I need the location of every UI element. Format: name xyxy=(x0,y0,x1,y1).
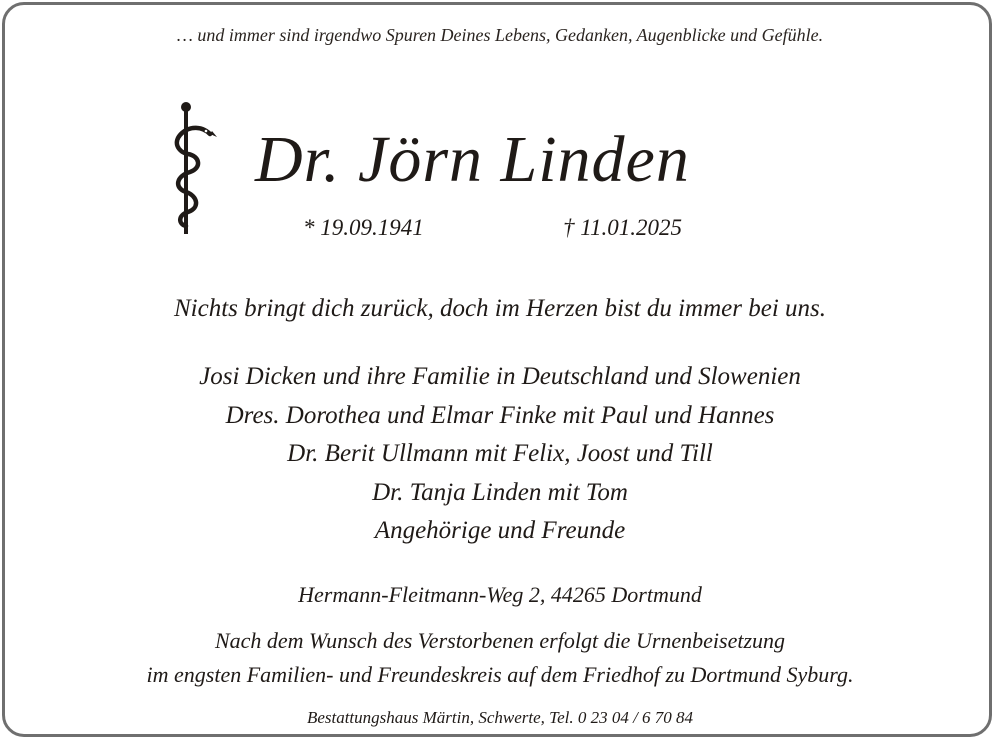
notice-line: Nach dem Wunsch des Verstorbenen erfolgt die Urnenbeisetzung xyxy=(214,628,786,653)
death-date: † 11.01.2025 xyxy=(563,215,683,240)
mourner-line: Angehörige und Freunde xyxy=(374,517,626,544)
memorial-quote: Nichts bringt dich zurück, doch im Herzen bist du immer bei uns. xyxy=(173,295,827,322)
motto: … und immer sind irgendwo Spuren Deines Lebens, Gedanken, Augenblicke und Gefühle. xyxy=(176,25,824,45)
birth-date: * 19.09.1941 xyxy=(303,215,424,240)
mourner-line: Dr. Berit Ullmann mit Felix, Joost und Till xyxy=(287,440,713,467)
mourner-line: Dr. Tanja Linden mit Tom xyxy=(372,478,628,506)
mourner-line: Josi Dicken und ihre Familie in Deutschland und Slowenien xyxy=(199,363,801,390)
notice-line: im engsten Familien- und Freundeskreis auf dem Friedhof zu Dortmund Syburg. xyxy=(146,662,854,687)
family-address: Hermann-Fleitmann-Weg 2, 44265 Dortmund xyxy=(298,582,702,607)
mourner-line: Dres. Dorothea und Elmar Finke mit Paul und Hannes xyxy=(225,401,775,429)
deceased-name: Dr. Jörn Linden xyxy=(255,123,690,196)
rod-of-asclepius-icon xyxy=(170,100,222,238)
undertaker-info: Bestattungshaus Märtin, Schwerte, Tel. 0 23 04 / 6 70 84 xyxy=(306,708,694,727)
mourners-list xyxy=(0,358,1000,551)
burial-notice xyxy=(0,624,1000,692)
